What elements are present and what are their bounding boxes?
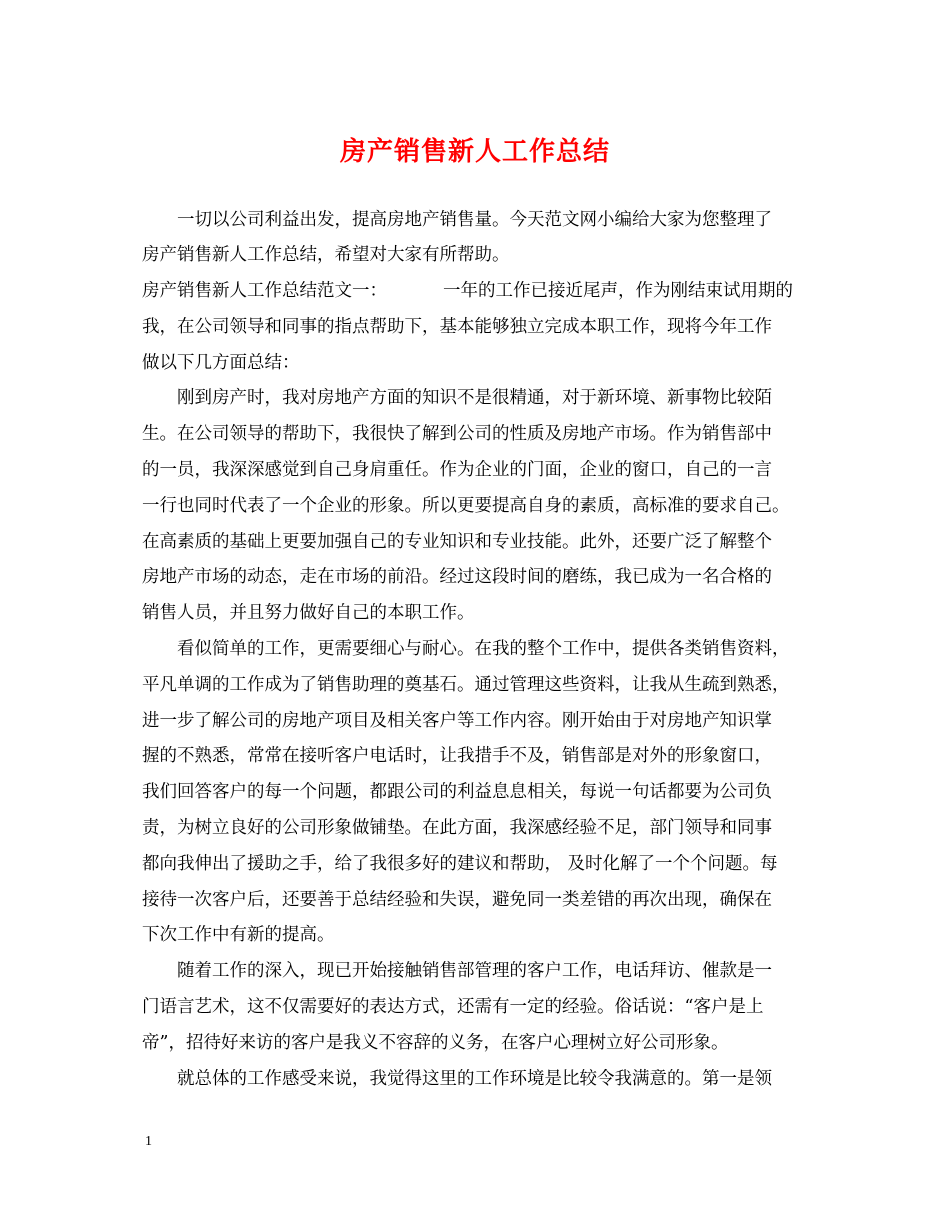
text-line: 我，在公司领导和同事的指点帮助下，基本能够独立完成本职工作，现将今年工作 (142, 317, 772, 337)
text-line: 帝”，招待好来访的客户是我义不容辞的义务，在客户心理树立好公司形象。 (142, 1033, 729, 1053)
page-number: 1 (145, 1134, 152, 1149)
text-line: 门语言艺术，这不仅需要好的表达方式，还需有一定的经验。俗话说：“客户是上 (142, 997, 764, 1017)
text-line: 我们回答客户的每一个问题，都跟公司的利益息息相关，每说一句话都要为公司负 (142, 782, 772, 802)
text-line: 平凡单调的工作成为了销售助理的奠基石。通过管理这些资料，让我从生疏到熟悉， (142, 675, 790, 695)
text-line: 接待一次客户后，还要善于总结经验和失误，避免同一类差错的再次出现，确保在 (142, 890, 772, 910)
text-line: 刚到房产时，我对房地产方面的知识不是很精通，对于新环境、新事物比较陌 (177, 388, 772, 408)
text-line: 看似简单的工作，更需要细心与耐心。在我的整个工作中，提供各类销售资料， (177, 639, 790, 659)
text-line: 的一员，我深深感觉到自己身肩重任。作为企业的门面，企业的窗口，自己的一言 (142, 460, 772, 480)
text-line: 生。在公司领导的帮助下，我很快了解到公司的性质及房地产市场。作为销售部中 (142, 424, 772, 444)
text-line: 销售人员，并且努力做好自己的本职工作。 (142, 603, 475, 623)
text-line: 房地产市场的动态，走在市场的前沿。经过这段时间的磨练，我已成为一名合格的 (142, 567, 772, 587)
text-line: 都向我伸出了援助之手，给了我很多好的建议和帮助， 及时化解了一个个问题。每 (142, 854, 778, 874)
text-line: 握的不熟悉，常常在接听客户电话时，让我措手不及，销售部是对外的形象窗口， (142, 746, 772, 766)
text-line: 进一步了解公司的房地产项目及相关客户等工作内容。刚开始由于对房地产知识掌 (142, 711, 772, 731)
document-title: 房产销售新人工作总结 (339, 137, 610, 167)
text-line: 在高素质的基础上更要加强自己的专业知识和专业技能。此外，还要广泛了解整个 (142, 532, 772, 552)
text-line: 下次工作中有新的提高。 (142, 925, 335, 945)
text-line: 一切以公司利益出发，提高房地产销售量。今天范文网小编给大家为您整理了 (177, 210, 772, 230)
text-line: 做以下几方面总结： (142, 353, 300, 373)
text-span: 一年的工作已接近尾声，作为刚结束试用期的 (443, 281, 793, 301)
section-heading: 房产销售新人工作总结范文一： (142, 281, 387, 301)
text-line: 房产销售新人工作总结，希望对大家有所帮助。 (142, 245, 510, 265)
text-line: 就总体的工作感受来说，我觉得这里的工作环境是比较令我满意的。第一是领 (177, 1069, 772, 1089)
text-line: 随着工作的深入，现已开始接触销售部管理的客户工作，电话拜访、催款是一 (177, 961, 772, 981)
text-line: 一行也同时代表了一个企业的形象。所以更要提高自身的素质，高标准的要求自己。 (142, 496, 790, 516)
text-line (142, 281, 793, 301)
text-line: 责，为树立良好的公司形象做铺垫。在此方面，我深感经验不足，部门领导和同事 (142, 818, 772, 838)
